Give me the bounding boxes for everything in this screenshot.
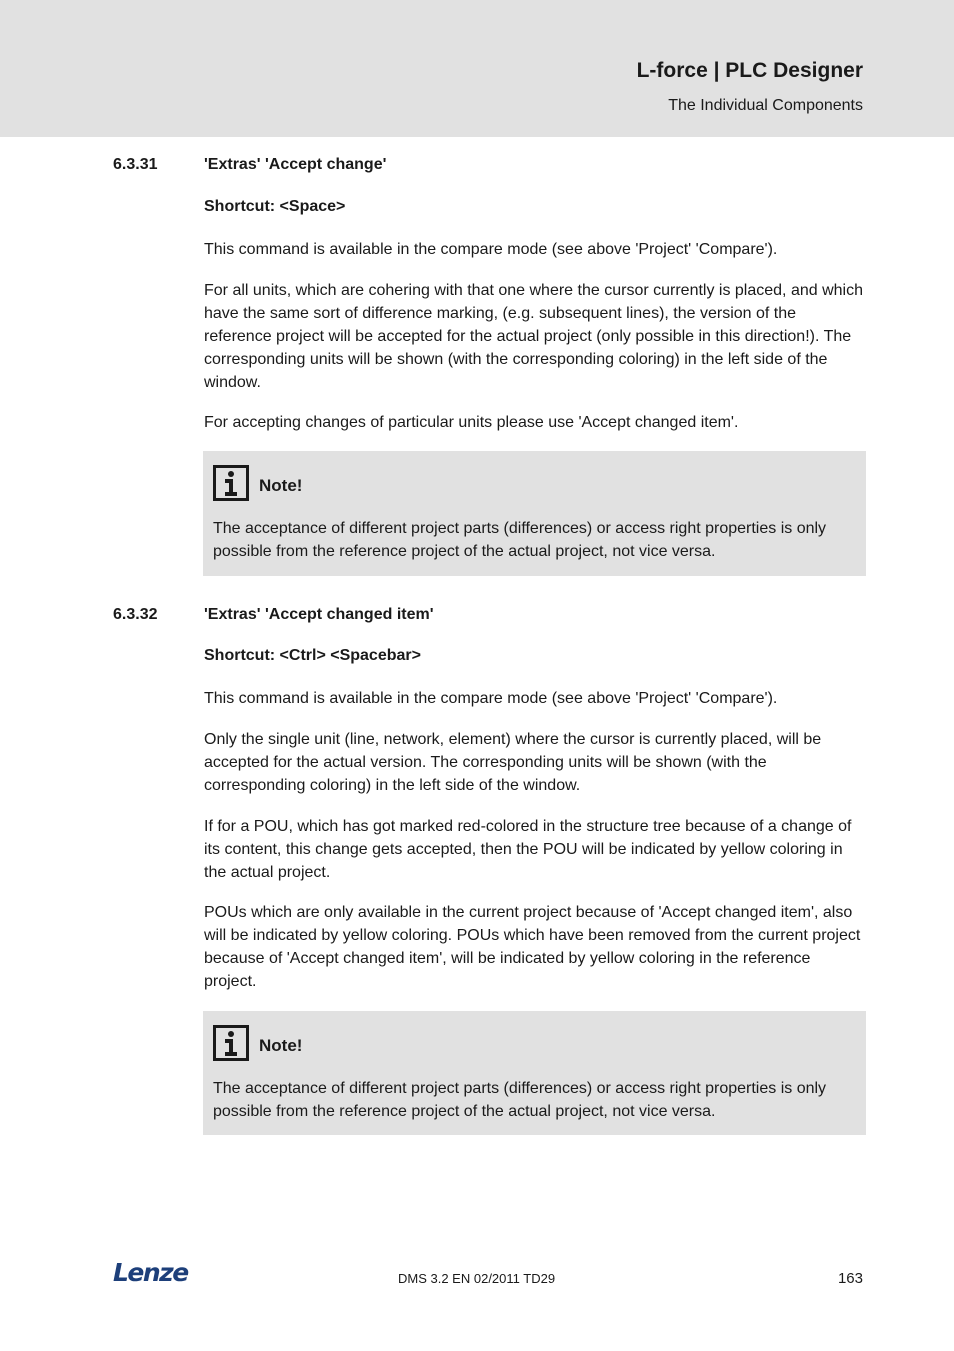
- note-label: Note!: [259, 1036, 303, 1055]
- page-header: [0, 0, 954, 137]
- note-box: [203, 451, 866, 576]
- section-title: 'Extras' 'Accept change': [204, 156, 387, 173]
- header-title: L-force | PLC Designer: [636, 59, 863, 82]
- info-icon: [213, 1025, 249, 1061]
- note-label: Note!: [259, 476, 303, 495]
- page-number: 163: [837, 1270, 863, 1287]
- info-icon: [213, 465, 249, 501]
- paragraph: For all units, which are cohering with that one where the cursor currently is placed, and which have the same sort of difference marking, (e.g. subsequent lines), the version of the reference project will be accepted for the actual project (only possible in this direction!). The corresponding units will be shown (with the corresponding coloring) in the left side of the window.: [204, 282, 863, 391]
- note-text: The acceptance of different project parts (differences) or access right properties is only possible from the reference project of the actual project, not vice versa.: [213, 520, 827, 560]
- header-subtitle: The Individual Components: [668, 97, 863, 114]
- section-number: 6.3.32: [113, 606, 158, 623]
- paragraph: If for a POU, which has got marked red-colored in the structure tree because of a change of its content, this change gets accepted, then the POU will be indicated by yellow coloring in the actual project.: [204, 818, 852, 881]
- paragraph: POUs which are only available in the current project because of 'Accept changed item', also will be indicated by yellow coloring. POUs which have been removed from the current project because of 'Accept changed item', will be indicated by yellow coloring in the reference project.: [204, 904, 861, 990]
- shortcut-label: Shortcut: <Ctrl> <Spacebar>: [204, 647, 421, 664]
- section-number: 6.3.31: [113, 156, 158, 173]
- note-text: The acceptance of different project parts (differences) or access right properties is only possible from the reference project of the actual project, not vice versa.: [213, 1080, 827, 1120]
- lenze-logo: Lenze: [113, 1258, 188, 1287]
- section-title: 'Extras' 'Accept changed item': [204, 606, 434, 623]
- paragraph: This command is available in the compare mode (see above 'Project' 'Compare').: [204, 241, 778, 258]
- paragraph: Only the single unit (line, network, element) where the cursor is currently placed, will be accepted for the actual version. The corresponding units will be shown (with the corresponding coloring) in the left side of the window.: [204, 731, 822, 794]
- note-box: [203, 1011, 866, 1135]
- shortcut-label: Shortcut: <Space>: [204, 198, 346, 215]
- paragraph: This command is available in the compare mode (see above 'Project' 'Compare').: [204, 690, 778, 707]
- paragraph: For accepting changes of particular units please use 'Accept changed item'.: [204, 414, 739, 431]
- document-id: DMS 3.2 EN 02/2011 TD29: [398, 1271, 556, 1286]
